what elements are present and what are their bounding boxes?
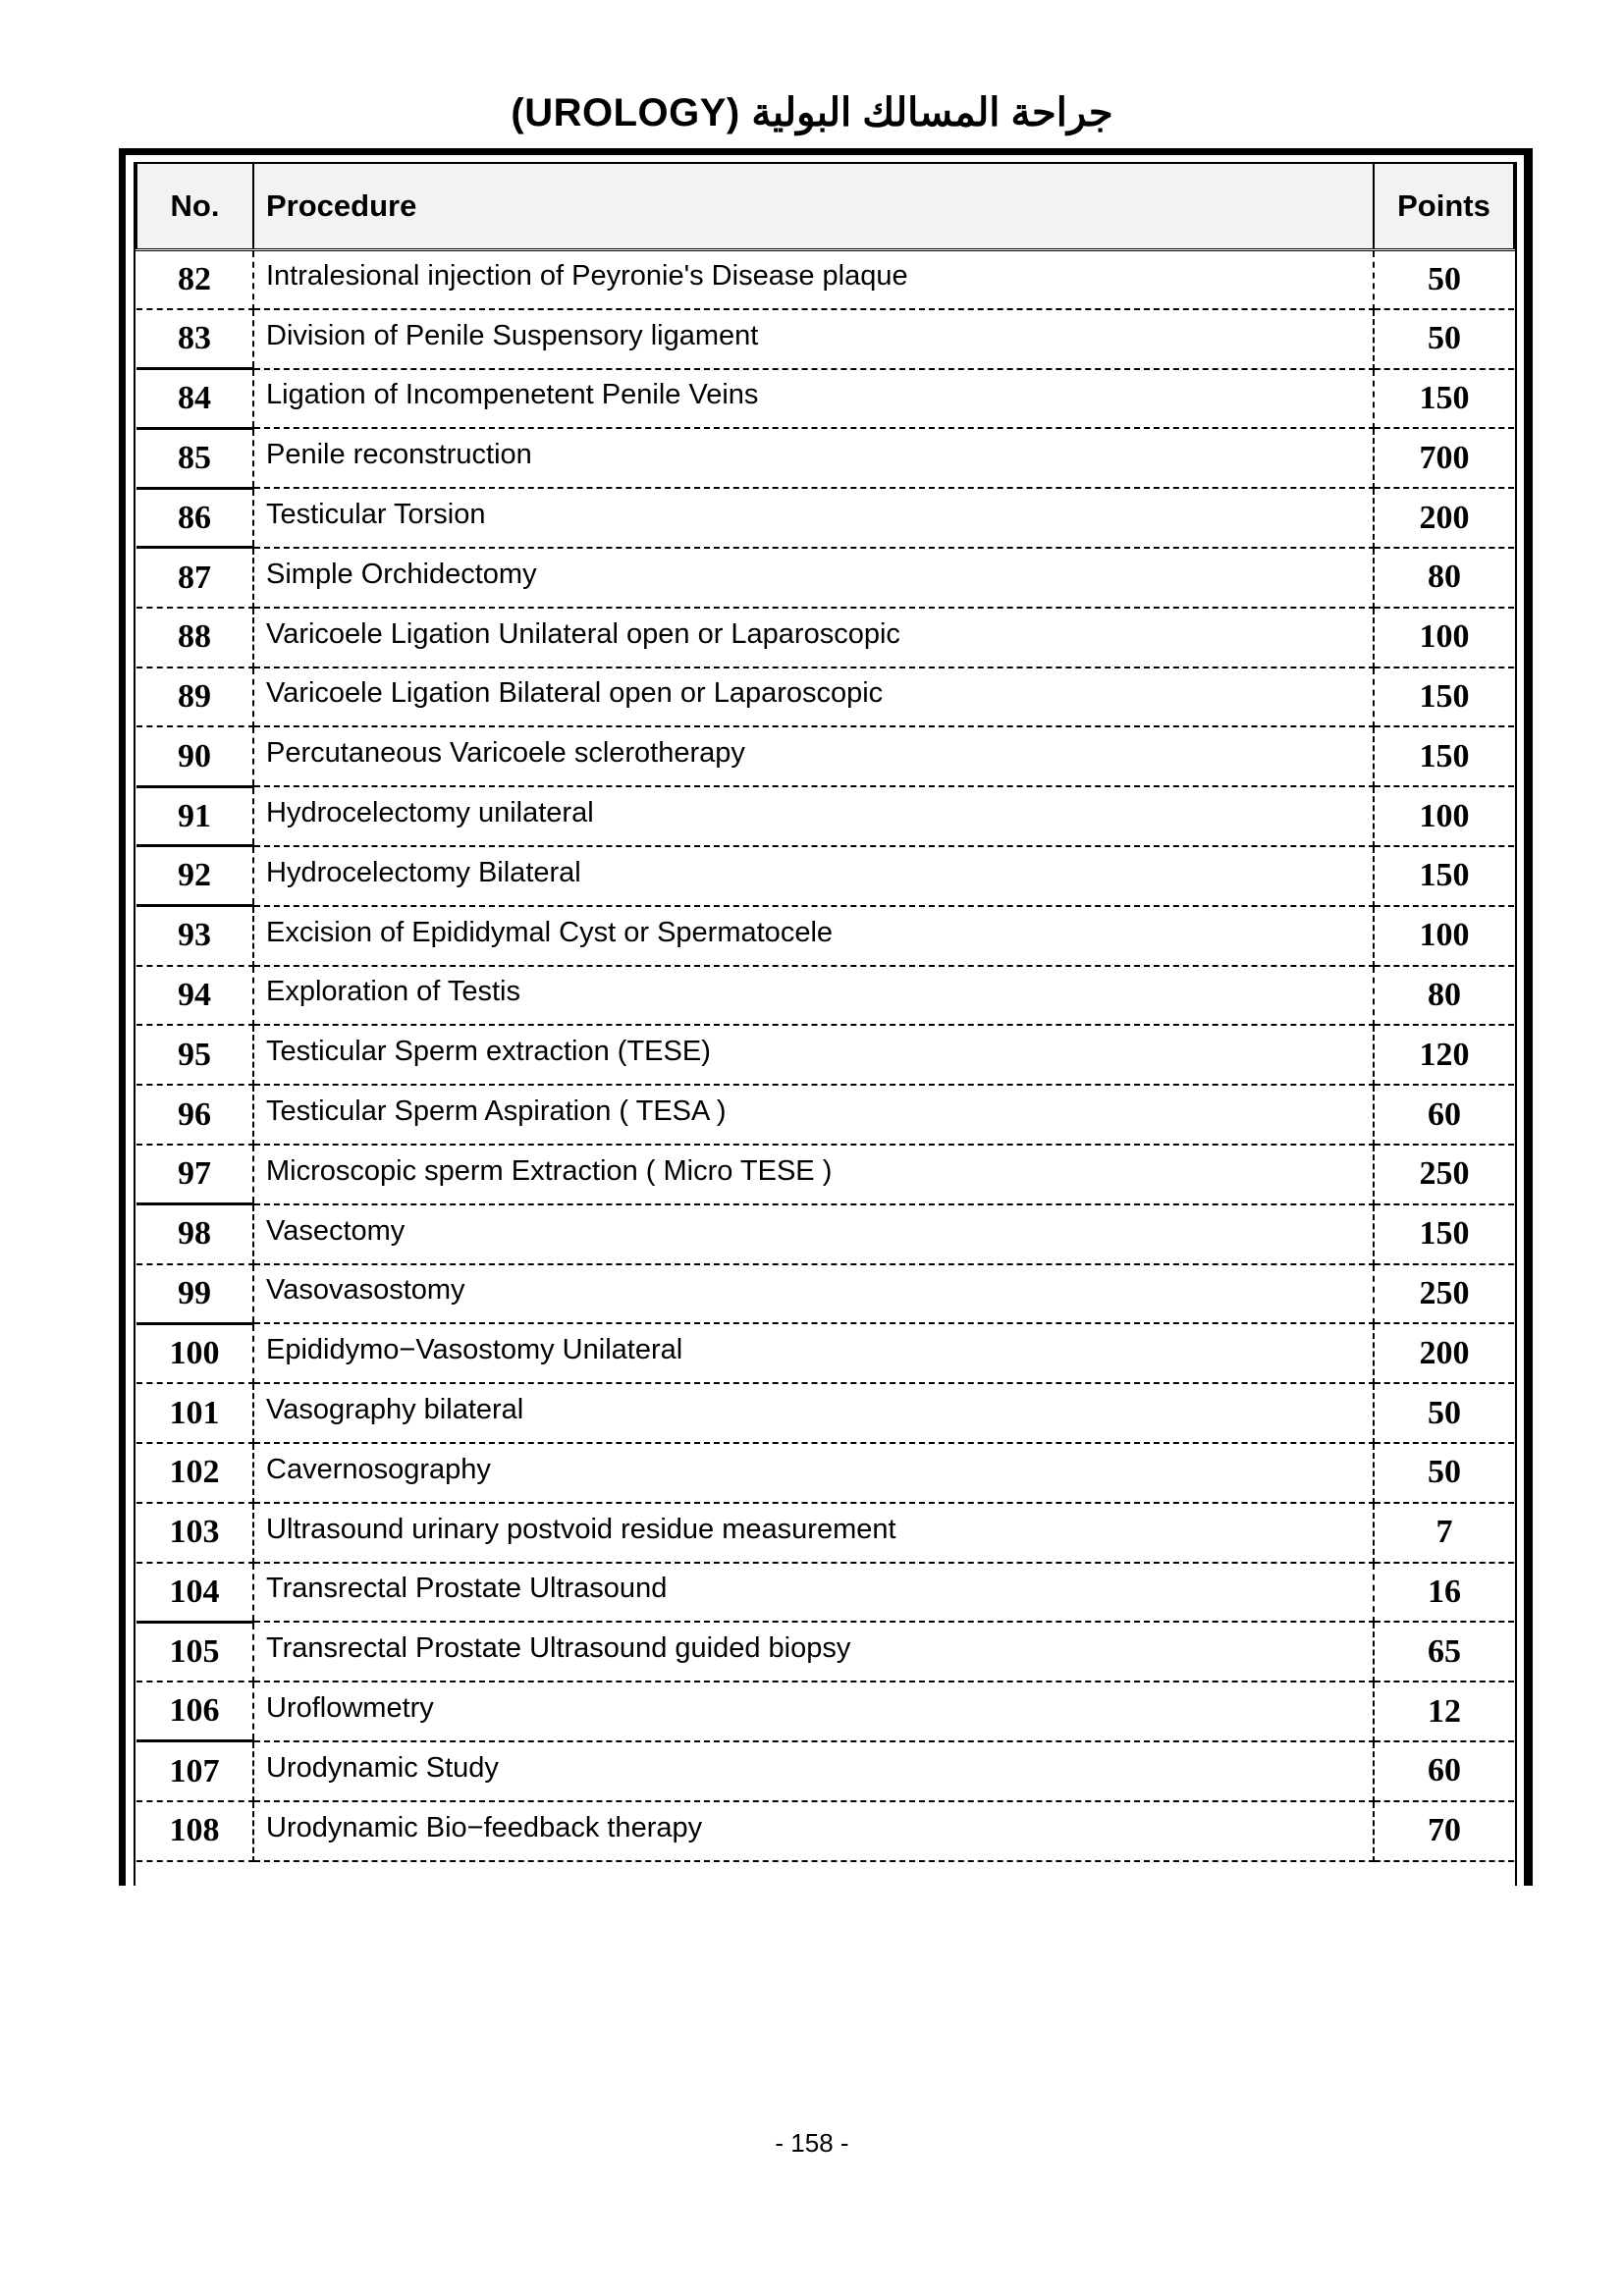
row-points: 100 bbox=[1374, 906, 1514, 966]
row-points: 80 bbox=[1374, 548, 1514, 608]
row-procedure: Transrectal Prostate Ultrasound guided biopsy bbox=[253, 1622, 1374, 1682]
row-number: 93 bbox=[136, 906, 253, 966]
row-procedure: Transrectal Prostate Ultrasound bbox=[253, 1563, 1374, 1623]
row-procedure: Varicoele Ligation Unilateral open or Laparoscopic bbox=[253, 608, 1374, 667]
row-points: 60 bbox=[1374, 1085, 1514, 1145]
row-number: 88 bbox=[136, 608, 253, 667]
table-row bbox=[136, 1503, 1514, 1563]
procedures-table bbox=[135, 162, 1515, 1862]
row-number: 108 bbox=[136, 1801, 253, 1861]
table-row bbox=[136, 249, 1514, 309]
column-header-no: No. bbox=[136, 163, 253, 249]
row-procedure: Intralesional injection of Peyronie's Disease plaque bbox=[253, 249, 1374, 309]
table-row bbox=[136, 786, 1514, 846]
row-procedure: Excision of Epididymal Cyst or Spermatocele bbox=[253, 906, 1374, 966]
row-number: 94 bbox=[136, 966, 253, 1026]
row-points: 150 bbox=[1374, 667, 1514, 727]
row-number: 91 bbox=[136, 786, 253, 846]
row-procedure: Testicular Sperm extraction (TESE) bbox=[253, 1025, 1374, 1085]
row-procedure: Uroflowmetry bbox=[253, 1682, 1374, 1741]
row-procedure: Vasography bilateral bbox=[253, 1383, 1374, 1443]
row-points: 150 bbox=[1374, 726, 1514, 786]
table-row bbox=[136, 1085, 1514, 1145]
row-points: 60 bbox=[1374, 1741, 1514, 1801]
row-procedure: Microscopic sperm Extraction ( Micro TESE ) bbox=[253, 1145, 1374, 1204]
row-procedure: Ultrasound urinary postvoid residue measurement bbox=[253, 1503, 1374, 1563]
row-points: 100 bbox=[1374, 786, 1514, 846]
table-row bbox=[136, 1801, 1514, 1861]
row-number: 106 bbox=[136, 1682, 253, 1741]
row-points: 120 bbox=[1374, 1025, 1514, 1085]
row-points: 150 bbox=[1374, 1204, 1514, 1264]
table-row bbox=[136, 488, 1514, 548]
table-body bbox=[136, 249, 1514, 1861]
table-row bbox=[136, 1025, 1514, 1085]
table-row bbox=[136, 1622, 1514, 1682]
table-row bbox=[136, 906, 1514, 966]
table-row bbox=[136, 966, 1514, 1026]
row-points: 70 bbox=[1374, 1801, 1514, 1861]
row-points: 200 bbox=[1374, 1323, 1514, 1383]
row-procedure: Penile reconstruction bbox=[253, 428, 1374, 488]
table-row bbox=[136, 1682, 1514, 1741]
row-number: 96 bbox=[136, 1085, 253, 1145]
row-procedure: Urodynamic Bio−feedback therapy bbox=[253, 1801, 1374, 1861]
row-number: 102 bbox=[136, 1443, 253, 1503]
row-procedure: Cavernosography bbox=[253, 1443, 1374, 1503]
row-procedure: Hydrocelectomy Bilateral bbox=[253, 846, 1374, 906]
table-row bbox=[136, 1204, 1514, 1264]
row-number: 84 bbox=[136, 369, 253, 429]
row-procedure: Testicular Torsion bbox=[253, 488, 1374, 548]
row-number: 87 bbox=[136, 548, 253, 608]
row-number: 86 bbox=[136, 488, 253, 548]
row-procedure: Vasectomy bbox=[253, 1204, 1374, 1264]
row-procedure: Percutaneous Varicoele sclerotherapy bbox=[253, 726, 1374, 786]
page-number: - 158 - bbox=[775, 2128, 849, 2158]
row-number: 92 bbox=[136, 846, 253, 906]
page-title-english: (UROLOGY) bbox=[511, 91, 740, 134]
row-procedure: Vasovasostomy bbox=[253, 1264, 1374, 1324]
row-procedure: Varicoele Ligation Bilateral open or Laparoscopic bbox=[253, 667, 1374, 727]
row-points: 250 bbox=[1374, 1264, 1514, 1324]
row-number: 90 bbox=[136, 726, 253, 786]
table-row bbox=[136, 309, 1514, 369]
row-points: 7 bbox=[1374, 1503, 1514, 1563]
row-procedure: Testicular Sperm Aspiration ( TESA ) bbox=[253, 1085, 1374, 1145]
row-points: 700 bbox=[1374, 428, 1514, 488]
row-number: 82 bbox=[136, 249, 253, 309]
row-number: 98 bbox=[136, 1204, 253, 1264]
row-number: 101 bbox=[136, 1383, 253, 1443]
table-row bbox=[136, 846, 1514, 906]
table-row bbox=[136, 1145, 1514, 1204]
page-title-arabic: جراحة المسالك البولية bbox=[751, 91, 1113, 134]
table-row bbox=[136, 608, 1514, 667]
row-points: 50 bbox=[1374, 1383, 1514, 1443]
row-procedure: Ligation of Incompenetent Penile Veins bbox=[253, 369, 1374, 429]
row-points: 16 bbox=[1374, 1563, 1514, 1623]
table-row bbox=[136, 548, 1514, 608]
table-row bbox=[136, 1563, 1514, 1623]
table-row bbox=[136, 1741, 1514, 1801]
row-number: 103 bbox=[136, 1503, 253, 1563]
row-points: 80 bbox=[1374, 966, 1514, 1026]
table-row bbox=[136, 1264, 1514, 1324]
row-procedure: Hydrocelectomy unilateral bbox=[253, 786, 1374, 846]
procedures-table-container bbox=[134, 162, 1517, 1886]
row-procedure: Division of Penile Suspensory ligament bbox=[253, 309, 1374, 369]
row-procedure: Urodynamic Study bbox=[253, 1741, 1374, 1801]
row-procedure: Exploration of Testis bbox=[253, 966, 1374, 1026]
row-number: 89 bbox=[136, 667, 253, 727]
row-points: 50 bbox=[1374, 1443, 1514, 1503]
column-header-procedure: Procedure bbox=[253, 163, 1374, 249]
row-number: 85 bbox=[136, 428, 253, 488]
row-number: 97 bbox=[136, 1145, 253, 1204]
row-number: 83 bbox=[136, 309, 253, 369]
row-number: 107 bbox=[136, 1741, 253, 1801]
row-number: 100 bbox=[136, 1323, 253, 1383]
table-row bbox=[136, 726, 1514, 786]
row-number: 95 bbox=[136, 1025, 253, 1085]
row-number: 104 bbox=[136, 1563, 253, 1623]
table-row bbox=[136, 1383, 1514, 1443]
row-points: 150 bbox=[1374, 846, 1514, 906]
table-row bbox=[136, 1443, 1514, 1503]
table-row bbox=[136, 1323, 1514, 1383]
table-row bbox=[136, 428, 1514, 488]
page-title bbox=[0, 84, 1624, 141]
row-points: 65 bbox=[1374, 1622, 1514, 1682]
row-points: 100 bbox=[1374, 608, 1514, 667]
row-number: 105 bbox=[136, 1622, 253, 1682]
row-points: 250 bbox=[1374, 1145, 1514, 1204]
column-header-points: Points bbox=[1374, 163, 1514, 249]
row-points: 50 bbox=[1374, 249, 1514, 309]
row-points: 50 bbox=[1374, 309, 1514, 369]
row-points: 200 bbox=[1374, 488, 1514, 548]
table-row bbox=[136, 369, 1514, 429]
table-row bbox=[136, 667, 1514, 727]
table-header-row bbox=[136, 163, 1514, 249]
row-points: 150 bbox=[1374, 369, 1514, 429]
row-number: 99 bbox=[136, 1264, 253, 1324]
row-points: 12 bbox=[1374, 1682, 1514, 1741]
procedures-table-frame bbox=[119, 148, 1533, 1886]
row-procedure: Epididymo−Vasostomy Unilateral bbox=[253, 1323, 1374, 1383]
row-procedure: Simple Orchidectomy bbox=[253, 548, 1374, 608]
